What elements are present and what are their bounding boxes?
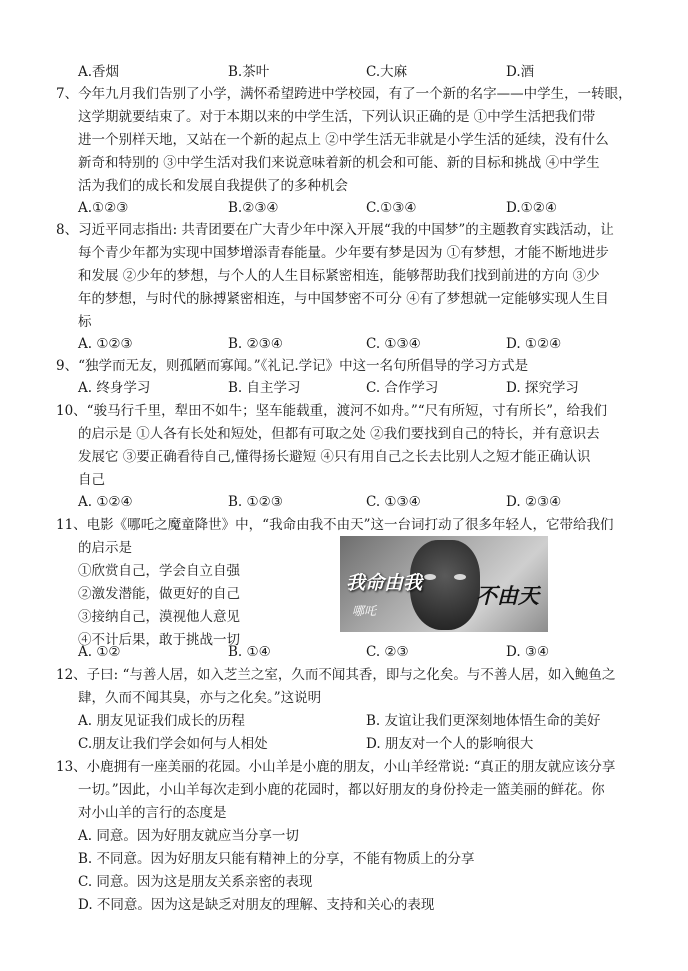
q9-option-d: D. 探究学习 [506, 380, 579, 396]
q10-stem-line: 发展它 ③要正确看待自己,懂得扬长避短 ④只有用自己之长去比别人之短才能正确认识 [78, 449, 591, 465]
q13-option-b: B. 不同意。因为好朋友只能有精神上的分享，不能有物质上的分享 [78, 851, 475, 867]
q8-stem-line: 和发展 ②少年的梦想，与个人的人生目标紧密相连，能够帮助我们找到前进的方向 ③少 [78, 268, 600, 284]
q6-option-d: D.酒 [506, 64, 535, 80]
q7-option-b: B.②③④ [228, 200, 279, 216]
q7-stem-line: 7、今年九月我们告别了小学，满怀希望跨进中学校园，有了一个新的名字——中学生，一转眼， [56, 86, 632, 102]
q7-stem-line: 新奇和特别的 ③中学生活对我们来说意味着新的机会和可能、新的目标和挑战 ④中学生 [78, 155, 600, 171]
q8-stem-line: 年的梦想，与时代的脉搏紧密相连，与中国梦密不可分 ④有了梦想就一定能够实现人生目 [78, 291, 609, 307]
q11-statement: ①欣赏自己，学会自立自强 [78, 563, 240, 579]
q7-option-d: D.①②④ [506, 200, 557, 216]
q11-option-d: D. ③④ [506, 644, 550, 660]
q7-option-c: C.①③④ [366, 200, 417, 216]
q11-option-c: C. ②③ [366, 644, 409, 660]
q10-stem-line: 10、“骏马行千里，犁田不如牛；坚车能载重，渡河不如舟。”“尺有所短，寸有所长”，给我们 [56, 403, 608, 419]
q12-stem-line: 12、子曰: “与善人居，如入芝兰之室，久而不闻其香，即与之化矣。与不善人居，如入鲍鱼之 [56, 667, 616, 683]
q8-stem-line: 标 [78, 314, 92, 330]
q10-option-a: A. ①②④ [78, 494, 133, 510]
q8-option-a: A. ①②③ [78, 336, 133, 352]
q10-option-d: D. ②③④ [506, 494, 562, 510]
q9-stem-line: 9、“独学而无友，则孤陋而寡闻。”《礼记.学记》中这一名句所倡导的学习方式是 [56, 358, 529, 374]
q8-stem-line: 每个青少年都为实现中国梦增添青春能量。少年要有梦是因为 ①有梦想，才能不断地进步 [78, 245, 609, 261]
movie-still-image [340, 536, 548, 632]
q8-option-c: C. ①③④ [366, 336, 421, 352]
q7-stem-line: 活为我们的成长和发展自我提供了的多种机会 [78, 178, 348, 194]
q13-stem-line: 13、小鹿拥有一座美丽的花园。小山羊是小鹿的朋友，小山羊经常说: “真正的朋友就应该分享 [56, 759, 616, 775]
q10-option-c: C. ①③④ [366, 494, 421, 510]
q13-stem-line: 一切。”因此，小山羊每次走到小鹿的花园时，都以好朋友的身份拎走一篮美丽的鲜花。你 [78, 782, 605, 798]
q10-stem-line: 的启示是 ①人各有长处和短处，但都有可取之处 ②我们要找到自己的特长，并有意识去 [78, 426, 600, 442]
q9-option-a: A. 终身学习 [78, 380, 151, 396]
q11-statement: ③接纳自己，漠视他人意见 [78, 609, 240, 625]
q8-stem-line: 8、习近平同志指出: 共青团要在广大青少年中深入开展“我的中国梦”的主题教育实践活动，让 [56, 222, 614, 238]
q7-stem-line: 进一个别样天地，又站在一个新的起点上 ②中学生活无非就是小学生活的延续，没有什么 [78, 132, 609, 148]
q8-option-b: B. ②③④ [228, 336, 283, 352]
left-eye [424, 574, 436, 580]
q9-option-b: B. 自主学习 [228, 380, 301, 396]
q11-statement: ④不计后果，敢于挑战一切 [78, 632, 240, 648]
q8-option-d: D. ①②④ [506, 336, 562, 352]
q6-option-c: C.大麻 [366, 64, 408, 80]
q11-statement: ②激发潜能，做更好的自己 [78, 586, 240, 602]
q7-option-a: A.①②③ [78, 200, 129, 216]
q12-option-a: A. 朋友见证我们成长的历程 [78, 713, 245, 729]
q12-option-b: B. 友谊让我们更深刻地体悟生命的美好 [366, 713, 601, 729]
right-eye [454, 574, 466, 580]
q11-stem-line: 的启示是 [78, 540, 132, 556]
q13-option-d: D. 不同意。因为这是缺乏对朋友的理解、支持和关心的表现 [78, 897, 435, 913]
q11-stem-line: 11、电影《哪吒之魔童降世》中，“我命由我不由天”这一台词打动了很多年轻人，它带给我们 [56, 517, 614, 533]
q11-option-a: A. ①② [78, 644, 121, 660]
q10-option-b: B. ①②③ [228, 494, 283, 510]
q6-option-b: B.茶叶 [228, 64, 270, 80]
q12-stem-line: 肆，久而不闻其臭，亦与之化矣。”这说明 [78, 690, 322, 706]
image-caption-left: 我命由我 [346, 572, 423, 594]
q13-stem-line: 对小山羊的言行的态度是 [78, 805, 227, 821]
q13-option-c: C. 同意。因为这是朋友关系亲密的表现 [78, 874, 313, 890]
q13-option-a: A. 同意。因为好朋友就应当分享一切 [78, 828, 299, 844]
movie-logo: 哪吒 [352, 604, 377, 618]
image-caption-right: 不由天 [476, 584, 539, 608]
q12-option-d: D. 朋友对一个人的影响很大 [366, 736, 534, 752]
q10-stem-line: 自己 [78, 472, 105, 488]
q12-option-c: C.朋友让我们学会如何与人相处 [78, 736, 268, 752]
q9-option-c: C. 合作学习 [366, 380, 439, 396]
q6-option-a: A.香烟 [78, 64, 120, 80]
q7-stem-line: 这学期就要结束了。对于本期以来的中学生活，下列认识正确的是 ①中学生活把我们带 [78, 109, 596, 125]
q11-option-b: B. ①④ [228, 644, 271, 660]
